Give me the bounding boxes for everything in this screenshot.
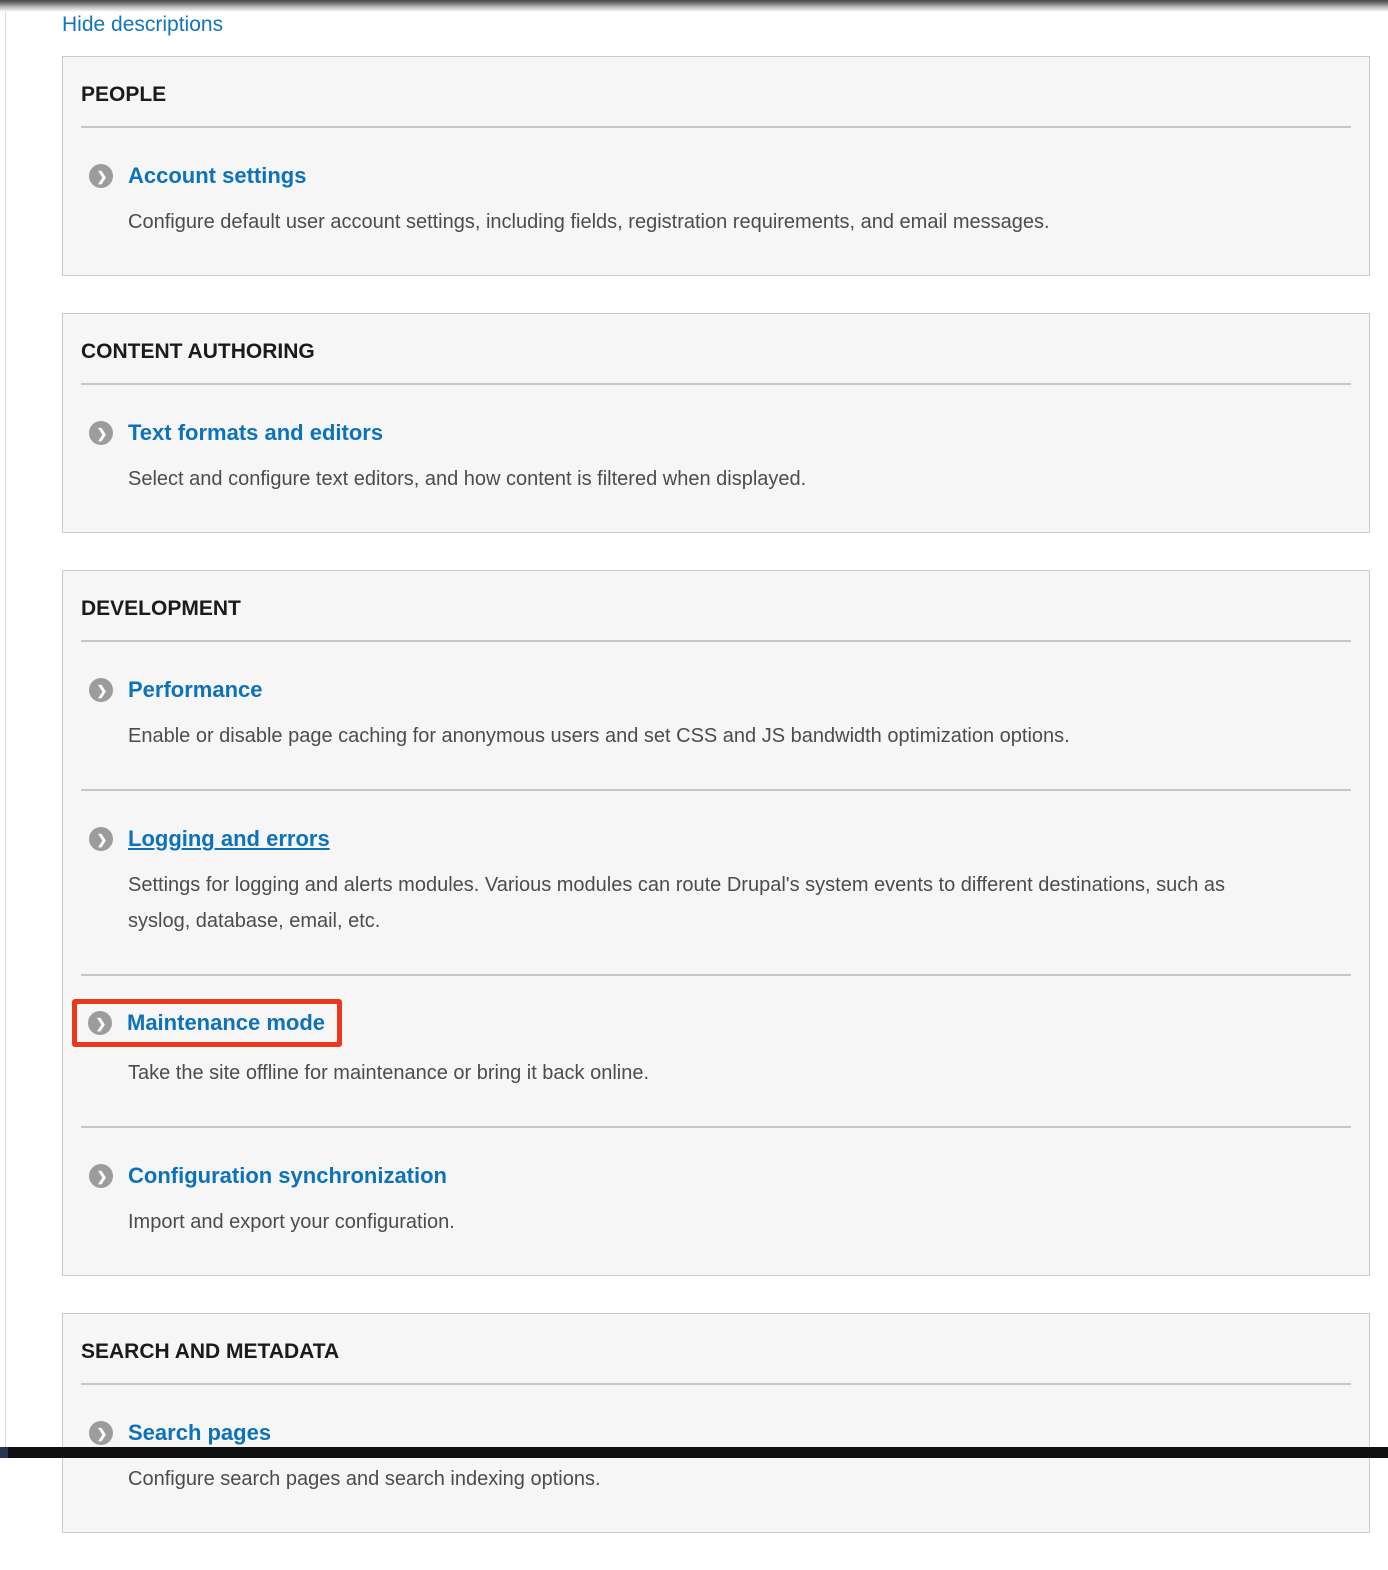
item-row [89,1164,1351,1188]
section-panel-development [62,570,1370,1276]
page-edge-line [5,10,6,1458]
config-item-logging-and-errors [81,789,1351,974]
item-description: Select and configure text editors, and how content is filtered when displayed. [128,468,807,490]
chevron-right-circle-icon: ❯ [89,421,113,445]
top-shadow [0,0,1388,12]
section-panel-content-authoring [62,313,1370,533]
performance-link[interactable]: Performance [128,677,263,702]
item-row [89,827,1351,851]
config-item-search-pages [81,1385,1351,1532]
chevron-right-circle-icon: ❯ [89,1421,113,1445]
config-item-maintenance-mode [81,974,1351,1126]
config-page-content [62,0,1370,1570]
item-row [89,164,1351,188]
item-description: Import and export your configuration. [128,1211,455,1233]
chevron-right-circle-icon: ❯ [89,678,113,702]
item-row [89,421,1351,445]
chevron-right-circle-icon: ❯ [89,1164,113,1188]
section-heading: SEARCH AND METADATA [81,1340,340,1363]
section-panel-people [62,56,1370,276]
maintenance-mode-link[interactable]: Maintenance mode [127,1010,326,1035]
bottom-bar-accent [0,1447,8,1458]
item-description: Take the site offline for maintenance or bring it back online. [128,1062,650,1084]
config-item-account-settings [81,128,1351,275]
section-panel-search-and-metadata [62,1313,1370,1533]
chevron-right-circle-icon: ❯ [89,164,113,188]
screenshot-bottom-bar [0,1447,1388,1458]
item-row [89,1421,1351,1445]
item-description: Configure default user account settings, including fields, registration requirements, and email messages. [128,211,1050,233]
config-item-configuration-synchronization [81,1126,1351,1275]
chevron-right-circle-icon: ❯ [88,1011,112,1035]
config-item-text-formats [81,385,1351,532]
item-description: Settings for logging and alerts modules. Various modules can route Drupal's system events to different destinations, such as syslog, database, email, etc. [128,874,1226,932]
account-settings-link[interactable]: Account settings [128,163,307,188]
chevron-right-circle-icon: ❯ [89,827,113,851]
logging-and-errors-link[interactable]: Logging and errors [128,826,330,851]
section-heading: CONTENT AUTHORING [81,340,315,363]
config-item-performance [81,642,1351,789]
annotation-highlight-box [72,999,342,1047]
item-description: Enable or disable page caching for anonymous users and set CSS and JS bandwidth optimization options. [128,725,1070,747]
section-heading: PEOPLE [81,83,167,106]
hide-descriptions-link[interactable]: Hide descriptions [62,13,224,36]
section-heading: DEVELOPMENT [81,597,241,620]
item-row [89,678,1351,702]
search-pages-link[interactable]: Search pages [128,1420,272,1445]
item-description: Configure search pages and search indexing options. [128,1468,601,1490]
configuration-synchronization-link[interactable]: Configuration synchronization [128,1163,447,1188]
text-formats-and-editors-link[interactable]: Text formats and editors [128,420,384,445]
